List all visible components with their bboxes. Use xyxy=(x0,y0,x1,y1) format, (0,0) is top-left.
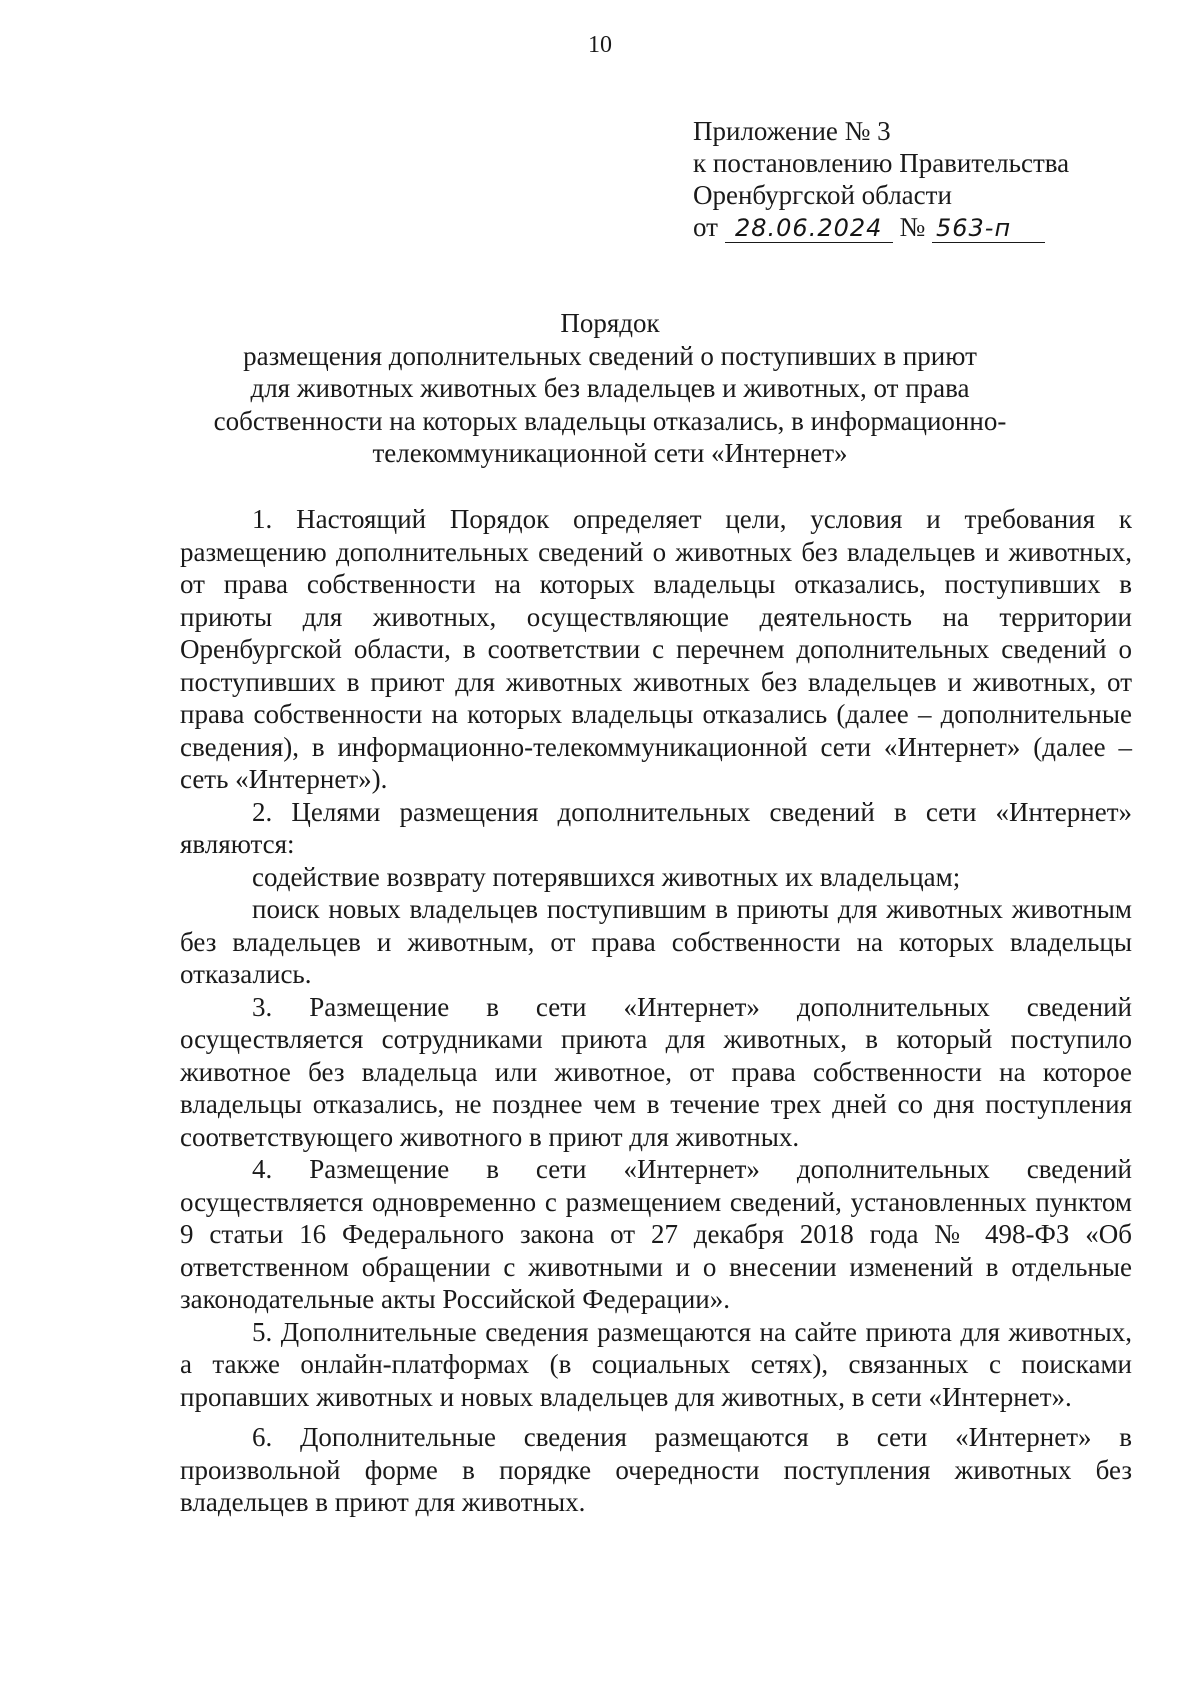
paragraph-2: 2. Целями размещения дополнительных сведений в сети «Интернет» являются: xyxy=(180,796,1132,859)
annex-region: Оренбургской области xyxy=(693,180,952,210)
document-body xyxy=(180,503,1132,1519)
title-line-5: телекоммуникационной сети «Интернет» xyxy=(372,438,848,468)
paragraph-2-item-1: содействие возврату потерявшихся животных их владельцам; xyxy=(252,861,961,892)
title-line-2: размещения дополнительных сведений о поступивших в приют xyxy=(243,340,977,371)
page-number: 10 xyxy=(588,32,612,58)
title-line-3: для животных животных без владельцев и животных, от права xyxy=(250,373,970,403)
number-label: № xyxy=(899,212,926,242)
annex-date-number-line xyxy=(693,211,1069,243)
paragraph-1: 1. Настоящий Порядок определяет цели, условия и требования к размещению дополнительных сведений о животных без владельцев и животных, от права собственности на которых владельцы отказались, поступивших в приюты для животных, осуществляющие деятельность на территории Оренбургской области, в соответствии с перечнем дополнительных сведений о поступивших в приют для животных животных без владельцев и животных, от права собственности на которых владельцы отказались (далее – дополнительные сведения), в информационно-телекоммуникационной сети «Интернет» (далее – сеть «Интернет»). xyxy=(180,504,1132,794)
annex-title: Приложение № 3 xyxy=(693,116,891,146)
paragraph-6: 6. Дополнительные сведения размещаются в сети «Интернет» в произвольной форме в порядке очередности поступления животных без владельцев в приют для животных. xyxy=(180,1422,1132,1517)
handwritten-date: 28.06.2024 xyxy=(725,214,893,243)
paragraph-3: 3. Размещение в сети «Интернет» дополнительных сведений осуществляется сотрудниками приюта для животных, в который поступило животное без владельца или животное, от права собственности на которое владельцы отказались, не позднее чем в течение трех дней со дня поступления соответствующего животного в приют для животных. xyxy=(180,991,1132,1152)
title-line-1: Порядок xyxy=(560,308,660,338)
handwritten-number: 563-п xyxy=(932,214,1045,243)
annex-resolution-ref: к постановлению Правительства xyxy=(693,148,1070,178)
paragraph-2-item-2: поиск новых владельцев поступившим в приюты для животных животным без владельцев и животным, от права собственности на которых владельцы отказались. xyxy=(180,894,1132,989)
paragraph-4: 4. Размещение в сети «Интернет» дополнительных сведений осуществляется одновременно с размещением сведений, установленных пунктом 9 статьи 16 Федерального закона от 27 декабря 2018 года № 498-ФЗ «Об ответственном обращении с животными и о внесении изменений в отдельные законодательные акты Российской Федерации». xyxy=(180,1154,1132,1314)
annex-header xyxy=(693,115,1069,243)
paragraph-5: 5. Дополнительные сведения размещаются на сайте приюта для животных, а также онлайн-платформах (в социальных сетях), связанных с поисками пропавших животных и новых владельцев для животных, в сети «Интернет». xyxy=(180,1316,1132,1412)
from-label: от xyxy=(693,212,718,242)
document-title xyxy=(200,307,1020,470)
title-line-4: собственности на которых владельцы отказались, в информационно- xyxy=(213,405,1007,436)
